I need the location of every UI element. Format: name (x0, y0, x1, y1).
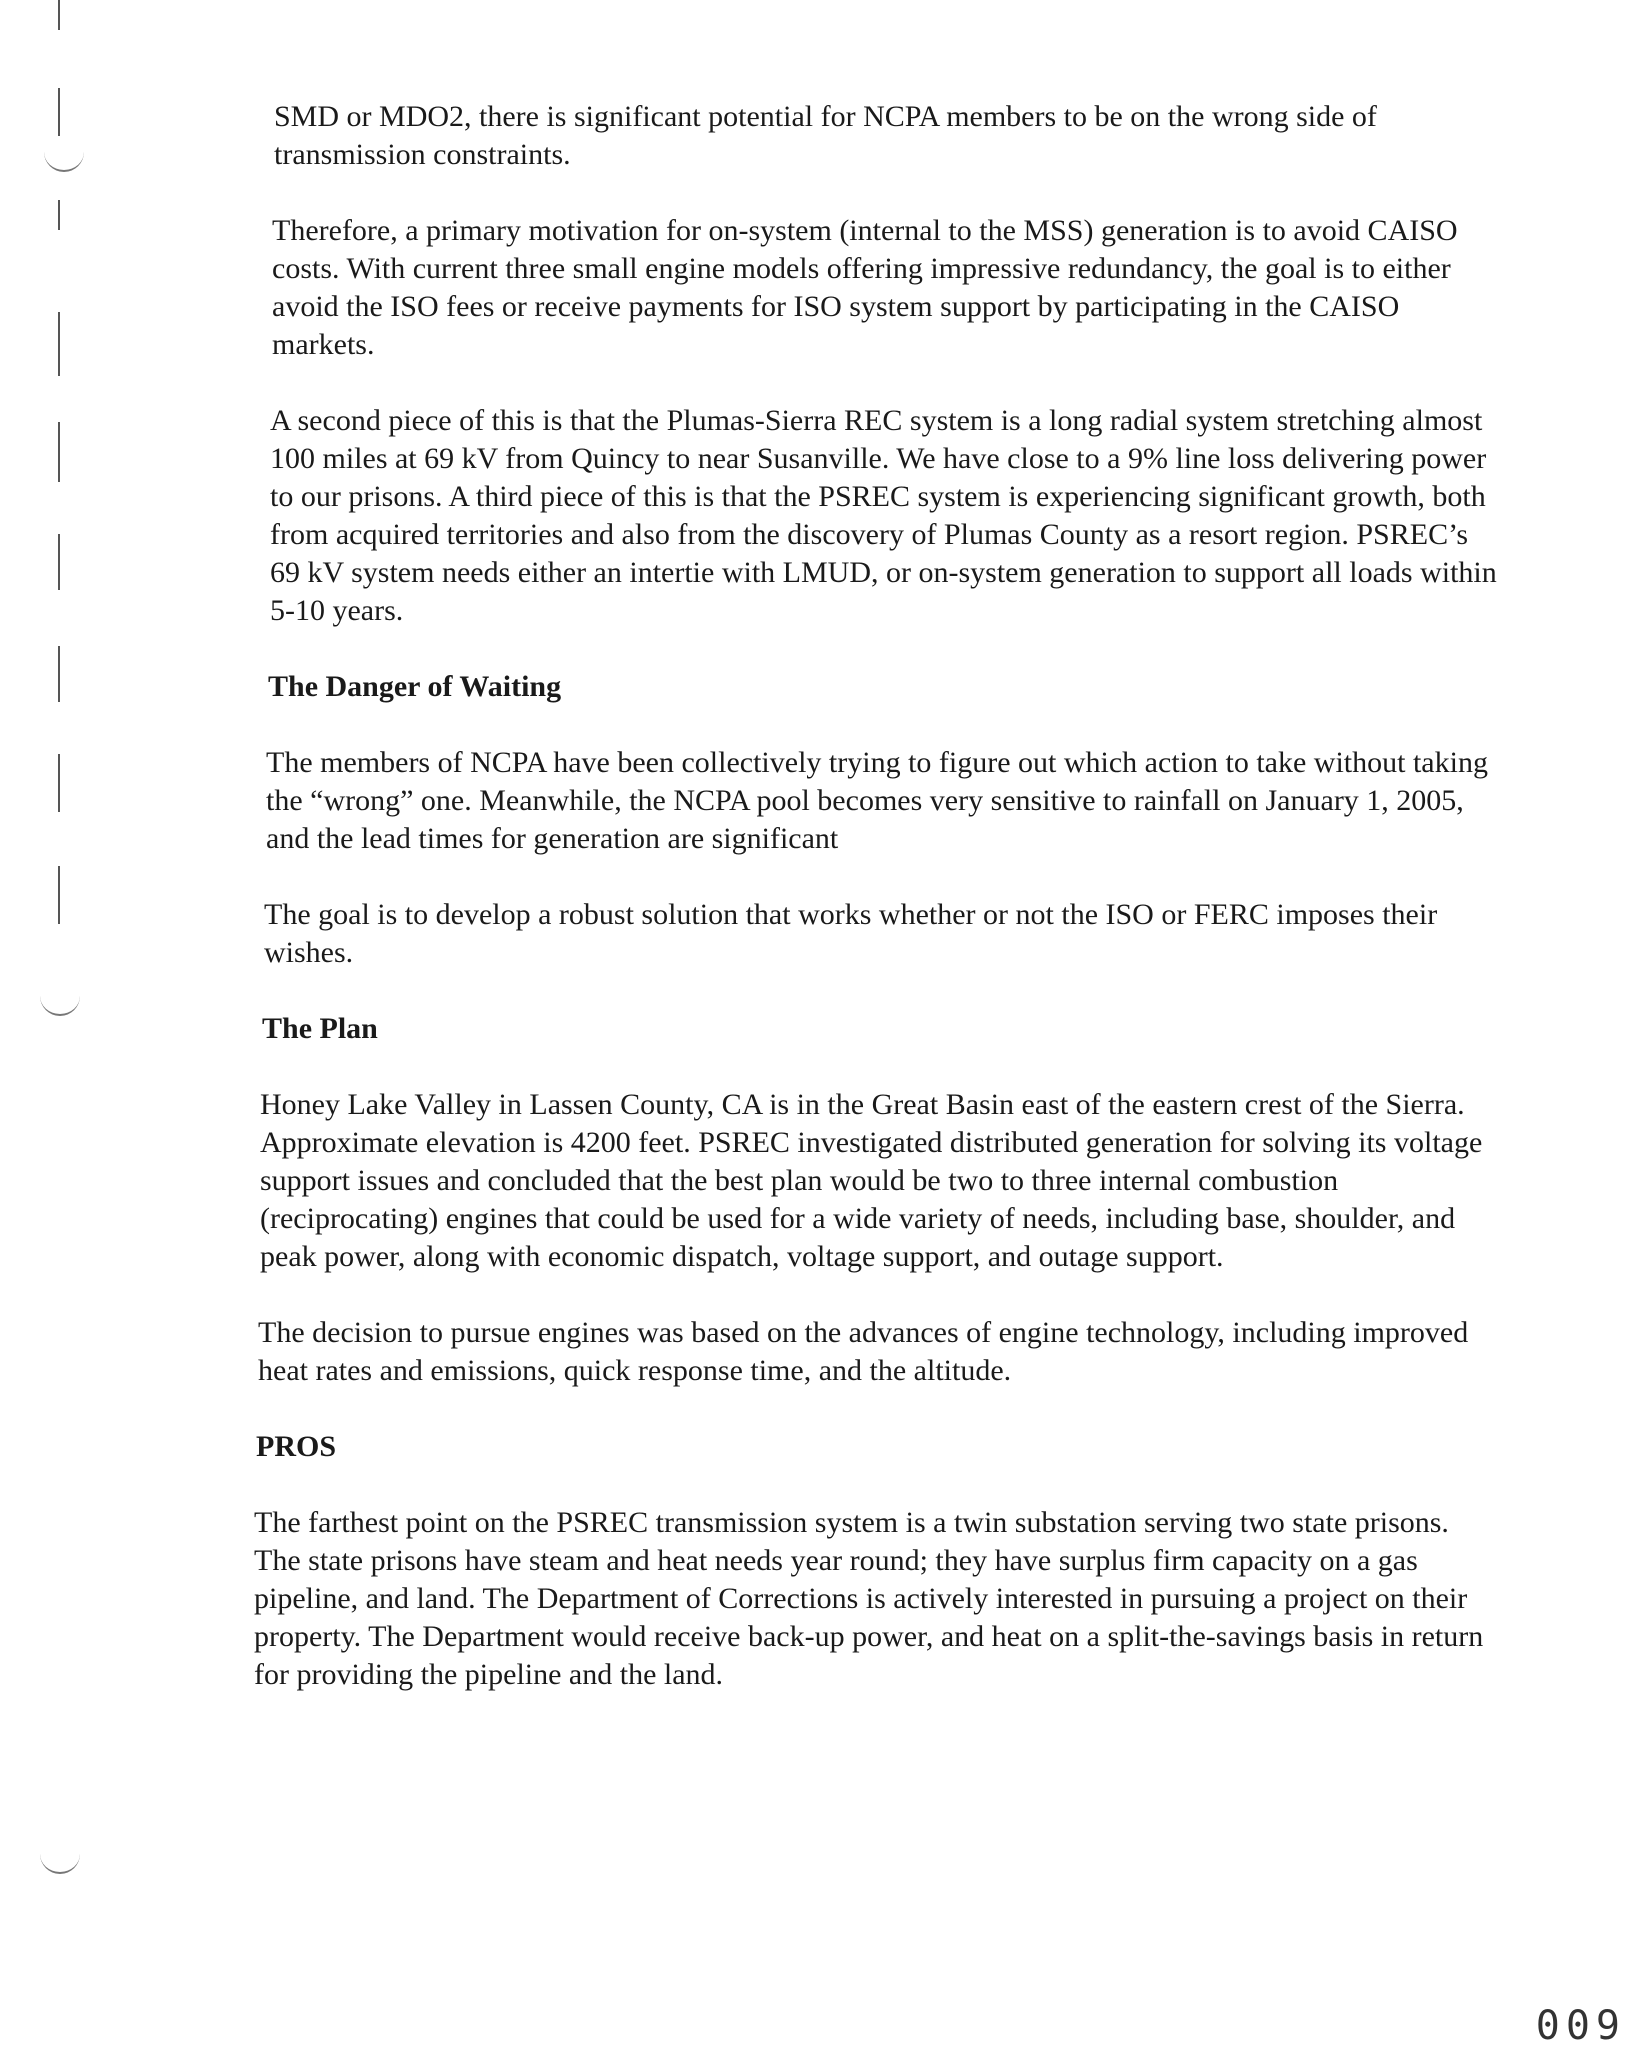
binder-mark (58, 754, 60, 812)
binder-mark (58, 200, 60, 230)
punch-hole-mark (44, 150, 84, 172)
page-number: 009 (1535, 2003, 1626, 2049)
section-heading: PROS (256, 1430, 337, 1463)
paragraph: The farthest point on the PSREC transmission system is a twin substation serving two state prisons. The state prisons have steam and heat needs year round; they have surplus firm capacity on a gas pipeline, and land. The Department of Corrections is actively interested in pursuing a project on their property. The Department would receive back-up power, and heat on a split-the-savings basis in return for providing the pipeline and the land. (254, 1506, 1484, 1691)
paragraph: The decision to pursue engines was based on the advances of engine technology, including improved heat rates and emissions, quick response time, and the altitude. (258, 1316, 1469, 1387)
paragraph: Honey Lake Valley in Lassen County, CA is in the Great Basin east of the eastern crest of the Sierra. Approximate elevation is 4200 feet. PSREC investigated distributed generation for solving its voltage support issues and concluded that the best plan would be two to three internal combustion (reciprocating) engines that could be used for a wide variety of needs, including base, shoulder, and peak power, along with economic dispatch, voltage support, and outage support. (260, 1088, 1483, 1273)
binder-mark (58, 646, 60, 702)
paragraph: A second piece of this is that the Plumas-Sierra REC system is a long radial system stretching almost 100 miles at 69 kV from Quincy to near Susanville. We have close to a 9% line loss delivering power to our prisons. A third piece of this is that the PSREC system is experiencing significant growth, both from acquired territories and also from the discovery of Plumas County as a resort region. PSREC’s 69 kV system needs either an intertie with LMUD, or on-system generation to support all loads within 5-10 years. (270, 404, 1497, 627)
punch-hole-mark (40, 994, 80, 1016)
document-body (254, 98, 1502, 1732)
binder-mark (58, 312, 60, 376)
binder-mark (58, 866, 60, 924)
punch-hole-mark (40, 1852, 80, 1874)
section-heading: The Plan (262, 1012, 378, 1045)
binder-mark (58, 0, 60, 30)
paragraph: Therefore, a primary motivation for on-system (internal to the MSS) generation is to avoid CAISO costs. With current three small engine models offering impressive redundancy, the goal is to either avoid the ISO fees or receive payments for ISO system support by participating in the CAISO markets. (272, 214, 1458, 361)
binder-mark (58, 422, 60, 482)
paragraph: The members of NCPA have been collectively trying to figure out which action to take without taking the “wrong” one. Meanwhile, the NCPA pool becomes very sensitive to rainfall on January 1, 2005, and the lead times for generation are significant (266, 746, 1488, 855)
binder-mark (58, 534, 60, 590)
section-heading: The Danger of Waiting (268, 670, 562, 703)
paragraph: SMD or MDO2, there is significant potential for NCPA members to be on the wrong side of transmission constraints. (274, 100, 1377, 171)
paragraph: The goal is to develop a robust solution that works whether or not the ISO or FERC imposes their wishes. (264, 898, 1438, 969)
binder-mark (58, 88, 60, 136)
